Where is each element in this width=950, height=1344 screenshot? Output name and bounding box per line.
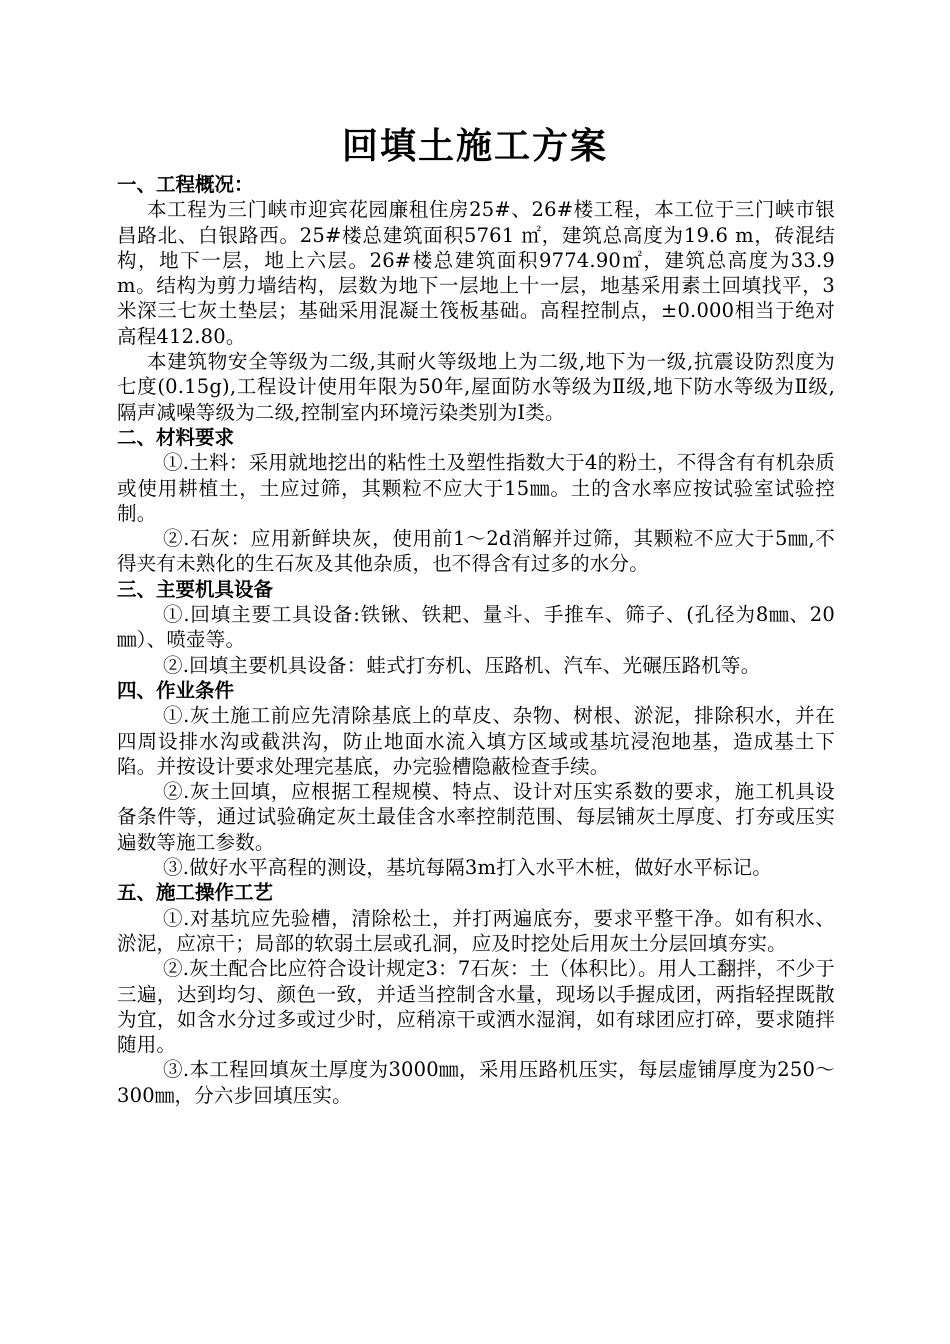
- section-project-overview: [117, 172, 835, 425]
- paragraph: ②.灰土配合比应符合设计规定3：7石灰：土（体积比）。用人工翻拌，不少于三遍，达到均匀、颜色一致，并适当控制含水量，现场以手握成团，两指轻捏既散为宜，如含水分过多或过少时，应稍凉干或洒水湿润，如有球团应打碎，要求随拌随用。: [117, 957, 835, 1057]
- paragraph: ①.对基坑应先验槽，清除松土，并打两遍底夯，要求平整干净。如有积水、淤泥，应凉干；局部的软弱土层或孔洞，应及时挖处后用灰土分层回填夯实。: [117, 906, 835, 955]
- section-heading: 三、主要机具设备: [117, 577, 274, 601]
- section-heading: 一、工程概况：: [117, 173, 254, 196]
- section-material-requirements: [117, 425, 835, 577]
- paragraph: ①.土料：采用就地挖出的粘性土及塑性指数大于4的粉土，不得含有有机杂质或使用耕植土，土应过筛，其颗粒不应大于15㎜。土的含水率应按试验室试验控制。: [117, 451, 835, 525]
- section-work-conditions: [117, 678, 835, 880]
- document-body: [117, 172, 835, 1108]
- document-title: 回填土施工方案: [341, 126, 608, 167]
- section-heading: 五、施工操作工艺: [117, 881, 274, 905]
- paragraph: 本工程为三门峡市迎宾花园廉租住房25#、26#楼工程，本工位于三门峡市银昌路北、白银路西。25#楼总建筑面积5761 ㎡，建筑总高度为19.6 m，砖混结构，地下一层，地上六层。26#楼总建筑面积9774.90㎡，建筑总高度为33.9 m。结构为剪力墙结构，层数为地下一层地上十一层，地基采用素土回填找平，3米深三七灰土垫层；基础采用混凝土筏板基础。高程控制点，±0.000相当于绝对高程412.80。: [117, 198, 835, 348]
- section-construction-process: [117, 880, 835, 1108]
- paragraph: ③.做好水平高程的测设，基坑每隔3m打入水平木桩，做好水平标记。: [163, 856, 772, 880]
- section-heading: 四、作业条件: [117, 678, 235, 702]
- paragraph: 本建筑物安全等级为二级,其耐火等级地上为二级,地下为一级,抗震设防烈度为七度(0.15g),工程设计使用年限为50年,屋面防水等级为Ⅱ级,地下防水等级为Ⅱ级,隔声减噪等级为二级,控制室内环境污染类别为Ⅰ类。: [117, 350, 835, 424]
- paragraph: ②.石灰：应用新鲜块灰，使用前1～2d消解并过筛，其颗粒不应大于5㎜,不得夹有未熟化的生石灰及其他杂质，也不得含有过多的水分。: [117, 527, 835, 576]
- paragraph: ③.本工程回填灰土厚度为3000㎜，采用压路机压实，每层虚铺厚度为250～300㎜，分六步回填压实。: [117, 1058, 835, 1107]
- section-heading: 二、材料要求: [117, 425, 235, 449]
- section-main-equipment: [117, 577, 835, 678]
- paragraph: ②.回填主要机具设备：蛙式打夯机、压路机、汽车、光碾压路机等。: [163, 653, 761, 677]
- paragraph: ①.灰土施工前应先清除基底上的草皮、杂物、树根、淤泥，排除积水，并在四周设排水沟或截洪沟，防止地面水流入填方区域或基坑浸泡地基，造成基土下陷。并按设计要求处理完基底，办完验槽隐蔽检查手续。: [117, 704, 835, 778]
- paragraph: ①.回填主要工具设备:铁锹、铁耙、量斗、手推车、筛子、(孔径为8㎜、20㎜）、喷壶等。: [117, 603, 835, 652]
- paragraph: ②.灰土回填，应根据工程规模、特点、设计对压实系数的要求，施工机具设备条件等，通过试验确定灰土最佳含水率控制范围、每层铺灰土厚度、打夯或压实遍数等施工参数。: [117, 780, 835, 854]
